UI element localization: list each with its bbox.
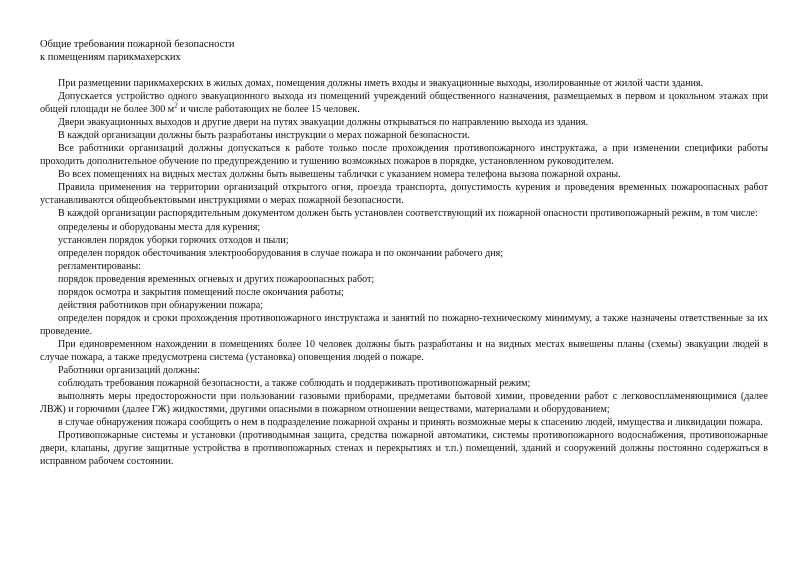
list-item-room-closing: порядок осмотра и закрытия помещений после окончания работы; (58, 286, 344, 298)
paragraph-phone-signs: Во всех помещениях на видных местах должны быть вывешены таблички с указанием номера телефона вызова пожарной охраны. (58, 169, 621, 181)
paragraph-doors-direction: Двери эвакуационных выходов и другие двери на путях эвакуации должны открываться по направлению выхода из здания. (58, 117, 589, 129)
list-item-precautions: выполнять меры предосторожности при пользовании газовыми приборами, предметами бытовой химии, проведении работ с легковоспламеняющимися (далее ЛВЖ) и горючими (далее ГЖ) жидкостями, другими опасными в пожарном отношении веществами, материалами и оборудованием; (40, 391, 768, 416)
paragraph-residential-placement: При размещении парикмахерских в жилых домах, помещения должны иметь входы и эвакуационные выходы, изолированные от жилой части здания. (58, 78, 704, 89)
paragraph-briefing: Все работники организаций должны допускаться к работе только после прохождения противопожарного инструктажа, а при изменении специфики работы проходить дополнительное обучение по предупреждению и тушению возможных пожаров в порядке, установленном руководителем. (40, 143, 768, 168)
paragraph-workers-must: Работники организаций должны: (58, 365, 200, 377)
list-item-smoking-places: определены и оборудованы места для курения; (58, 221, 261, 233)
list-item-comply: соблюдать требования пожарной безопасности, а также соблюдать и поддерживать противопожарный режим; (58, 378, 531, 390)
document-title-line-1: Общие требования пожарной безопасности (40, 39, 235, 50)
document-title-line-2: к помещениям парикмахерских (40, 52, 181, 63)
list-item-worker-actions: действия работников при обнаружении пожара; (58, 299, 264, 311)
list-item-training-schedule: определен порядок и сроки прохождения противопожарного инструктажа и занятий по пожарно-техническому минимуму, а также назначены ответственные за их проведение. (40, 312, 768, 337)
paragraph-instructions: В каждой организации должны быть разработаны инструкции о мерах пожарной безопасности. (58, 130, 470, 142)
paragraph-single-exit (40, 90, 768, 116)
paragraph-fire-systems: Противопожарные системы и установки (противодымная защита, средства пожарной автоматики, системы противопожарного водоснабжения, противопожарные двери, клапаны, другие защитные устройства в противопожарных стенах и перекрытиях и т.п.) помещений, зданий и сооружений должны постоянно содержаться в исправном рабочем состоянии. (40, 430, 768, 468)
list-item-hot-works: порядок проведения временных огневых и других пожароопасных работ; (58, 273, 375, 285)
paragraph-single-exit-text-b: и числе работающих не более 15 человек. (177, 104, 360, 116)
document-body (40, 77, 768, 468)
list-item-report-fire: в случае обнаружения пожара сообщить о нем в подразделение пожарной охраны и принять возможные меры к спасению людей, имущества и ликвидации пожара. (58, 417, 763, 429)
list-item-regulated: регламентированы: (58, 260, 141, 272)
paragraph-open-fire-rules: Правила применения на территории организаций открытого огня, проезда транспорта, допустимость курения и проведения временных пожароопасных работ устанавливаются общеобъектовыми инструкциями о мерах пожарной безопасности. (40, 182, 768, 207)
document-page (40, 38, 768, 468)
paragraph-evacuation-plans: При единовременном нахождении в помещениях более 10 человек должны быть разработаны и на видных местах вывешены планы (схемы) эвакуации людей в случае пожара, а также предусмотрена система (установка) оповещения людей о пожаре. (40, 338, 768, 363)
paragraph-fire-regime: В каждой организации распорядительным документом должен быть установлен соответствующий их пожарной опасности противопожарный режим, в том числе: (58, 208, 758, 220)
document-title (40, 38, 768, 64)
paragraph-single-exit-text-a: Допускается устройство одного эвакуационного выхода из помещений учреждений общественного назначения, размещаемых в первом и цокольном этажах при общей площади не более 300 м (40, 91, 768, 116)
superscript-2: 2 (174, 101, 178, 110)
list-item-power-off: определен порядок обесточивания электрооборудования в случае пожара и по окончании рабочего дня; (58, 247, 504, 259)
list-item-waste-cleaning: установлен порядок уборки горючих отходов и пыли; (58, 234, 289, 246)
